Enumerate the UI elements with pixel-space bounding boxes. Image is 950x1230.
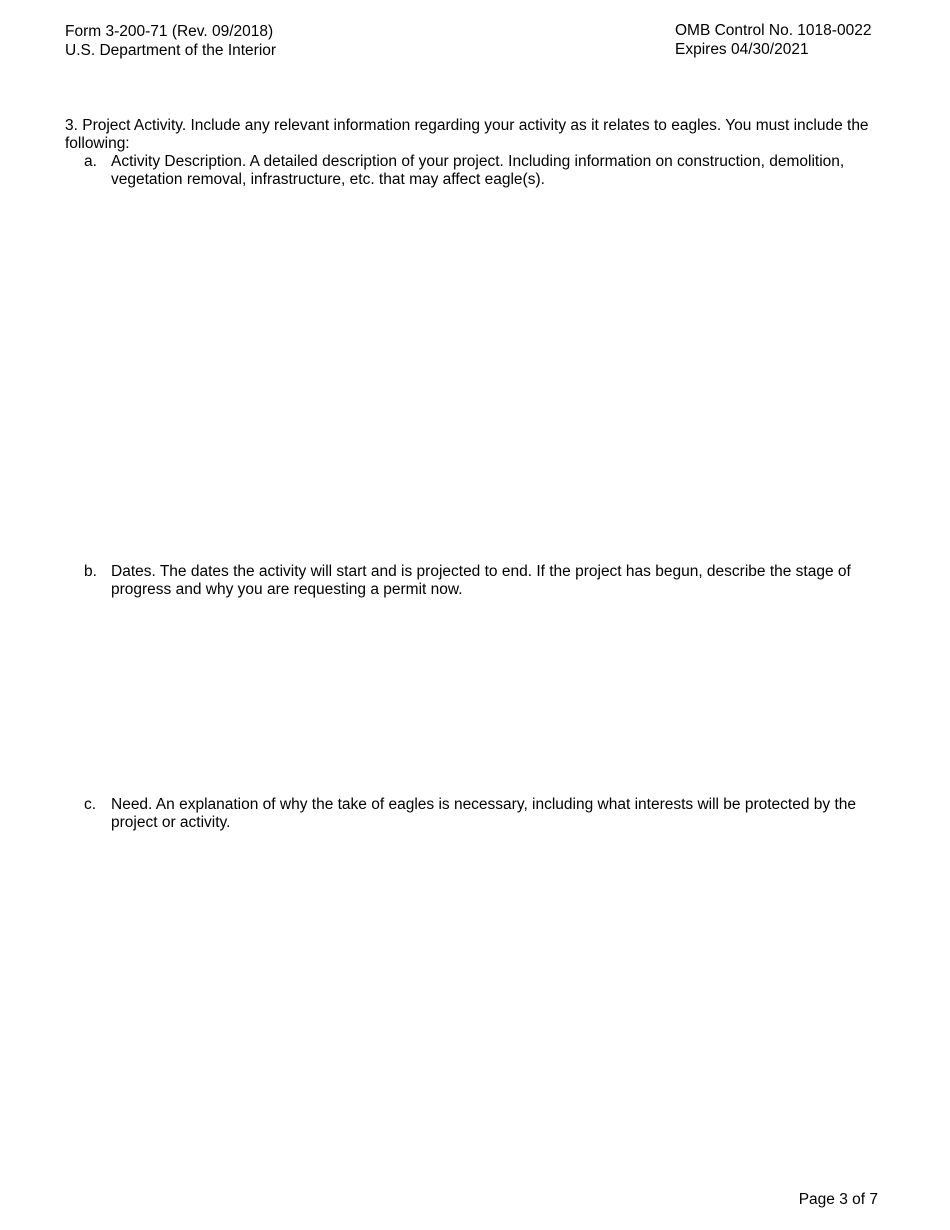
item-dates — [84, 563, 884, 599]
need-answer-area[interactable] — [111, 843, 871, 1183]
item-text: Activity Description. A detailed description of your project. Including information on construction, demolition, vegetation removal, infrastructure, etc. that may affect eagle(s). — [111, 153, 845, 188]
form-header-right — [675, 21, 871, 59]
item-marker: b. — [84, 563, 97, 580]
omb-control-number: OMB Control No. 1018-0022 — [675, 22, 872, 39]
department-name: U.S. Department of the Interior — [65, 42, 277, 59]
section-3-intro: 3. Project Activity. Include any relevant information regarding your activity as it relates to eagles. You must include the following: — [65, 117, 869, 152]
expiration-date: Expires 04/30/2021 — [675, 41, 809, 58]
page-number: Page 3 of 7 — [798, 1191, 878, 1208]
activity-description-answer-area[interactable] — [111, 200, 871, 550]
form-number: Form 3-200-71 (Rev. 09/2018) — [65, 23, 274, 40]
dates-answer-area[interactable] — [111, 610, 871, 785]
form-header-left — [65, 22, 276, 60]
item-text: Need. An explanation of why the take of eagles is necessary, including what interests will be protected by the project or activity. — [111, 796, 857, 831]
item-marker: c. — [84, 796, 97, 813]
item-marker: a. — [84, 153, 97, 170]
item-activity-description — [84, 153, 884, 189]
item-text: Dates. The dates the activity will start and is projected to end. If the project has begun, describe the stage of progress and why you are requesting a permit now. — [111, 563, 851, 598]
item-need — [84, 796, 884, 832]
